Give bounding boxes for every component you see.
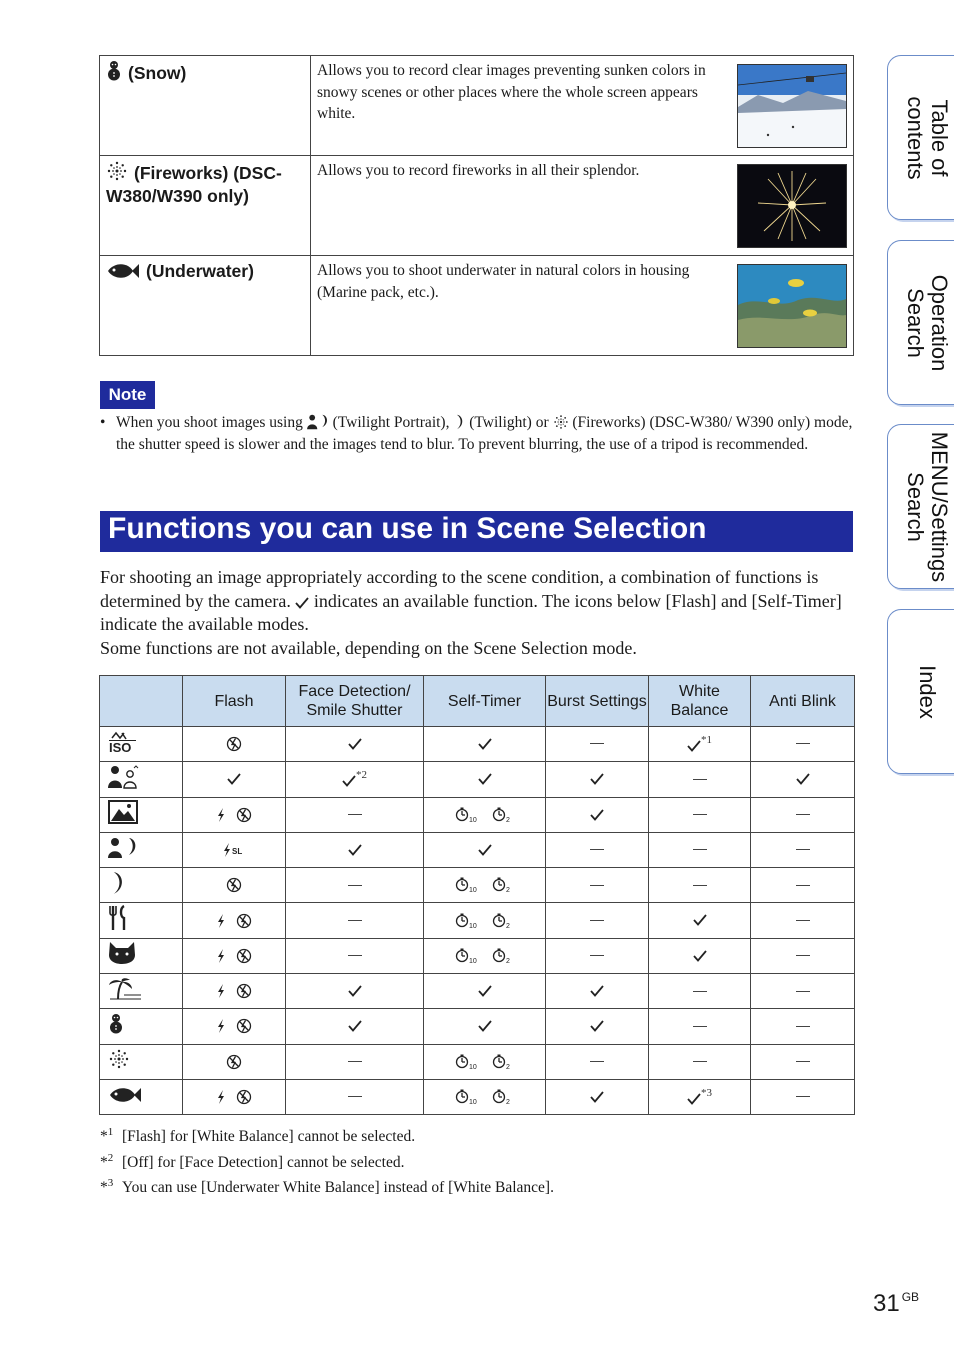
table-cell xyxy=(183,974,286,1009)
dash xyxy=(796,920,810,921)
twilight-icon xyxy=(453,414,465,430)
flash-on-icon xyxy=(216,807,226,823)
table-cell xyxy=(183,832,286,867)
table-row xyxy=(100,868,855,903)
table-header: White Balance xyxy=(649,676,751,727)
svg-text:2: 2 xyxy=(505,957,510,964)
footnote: *$^1$ [Flash] for [White Balance] cannot be selected. xyxy=(100,1126,416,1146)
table-cell xyxy=(424,903,546,938)
self-timer-2-icon xyxy=(492,1054,514,1070)
table-cell xyxy=(286,868,424,903)
beach-icon xyxy=(100,974,183,1009)
self-timer-10-icon xyxy=(455,948,481,964)
table-cell xyxy=(649,1044,751,1079)
scene-name: (Underwater) xyxy=(146,261,254,281)
fish-icon xyxy=(100,1079,183,1114)
flash-on-icon xyxy=(216,983,226,999)
scene-table xyxy=(99,55,854,356)
flash-off-icon xyxy=(236,807,252,823)
snowman-icon xyxy=(100,1009,183,1044)
table-cell xyxy=(649,797,751,832)
svg-text:10: 10 xyxy=(469,922,478,929)
table-header: Flash xyxy=(183,676,286,727)
dash xyxy=(348,1096,362,1097)
dash xyxy=(693,991,707,992)
table-cell xyxy=(546,727,649,762)
check-icon xyxy=(348,844,362,856)
table-row xyxy=(100,1079,855,1114)
tab-table-of-contents[interactable]: Table of contents xyxy=(887,55,954,220)
twilight-portrait-icon xyxy=(100,832,183,867)
table-header-row xyxy=(100,676,855,727)
check-icon xyxy=(348,1020,362,1032)
dash xyxy=(348,1061,362,1062)
self-timer-2-icon xyxy=(492,877,514,893)
tab-operation-search[interactable]: Operation Search xyxy=(887,240,954,405)
self-timer-10-icon xyxy=(455,1089,481,1105)
intro-paragraph: For shooting an image appropriately according to the scene condition, a combination of functions is determined by the camera. indicates an available function. The icons below [Flash] and [Self-Timer] indicate the available modes. Some functions are not available, depending on the Scene Selection mode. xyxy=(100,567,842,658)
flash-off-icon xyxy=(236,913,252,929)
flash-on-icon xyxy=(216,1089,226,1105)
table-row xyxy=(100,832,855,867)
dash xyxy=(796,885,810,886)
table-cell xyxy=(649,974,751,1009)
self-timer-10-icon xyxy=(455,913,481,929)
table-cell xyxy=(183,868,286,903)
check-icon xyxy=(478,985,492,997)
table-cell xyxy=(649,1009,751,1044)
twilight-portrait-icon xyxy=(307,414,329,430)
dash xyxy=(693,779,707,780)
footnotes xyxy=(100,1122,554,1199)
check-icon xyxy=(478,738,492,750)
table-cell xyxy=(424,1079,546,1114)
high-sensitivity-iso-icon xyxy=(100,727,183,762)
table-cell xyxy=(286,938,424,973)
table-cell xyxy=(751,1079,855,1114)
table-cell xyxy=(751,727,855,762)
check-icon xyxy=(348,985,362,997)
dash xyxy=(348,885,362,886)
flash-off-icon xyxy=(236,1089,252,1105)
fireworks-icon xyxy=(553,414,569,430)
table-cell xyxy=(649,832,751,867)
table-cell xyxy=(751,797,855,832)
table-cell xyxy=(751,868,855,903)
fireworks-icon xyxy=(106,160,128,182)
page-number: 31 $^{GB}$ xyxy=(873,1290,920,1317)
table-cell: *2 xyxy=(286,762,424,797)
table-row xyxy=(100,903,855,938)
table-cell xyxy=(424,762,546,797)
table-cell xyxy=(649,903,751,938)
scene-row-fireworks xyxy=(100,156,854,256)
dash xyxy=(590,743,604,744)
fish-icon xyxy=(106,262,140,280)
table-cell xyxy=(751,903,855,938)
table-cell xyxy=(183,1044,286,1079)
scene-name: (Snow) xyxy=(128,63,187,83)
snow-photo xyxy=(737,64,847,148)
dash xyxy=(796,955,810,956)
check-icon xyxy=(348,738,362,750)
fireworks-icon xyxy=(100,1044,183,1079)
svg-text:10: 10 xyxy=(469,887,478,894)
table-cell xyxy=(286,1044,424,1079)
check-icon xyxy=(478,844,492,856)
table-cell xyxy=(286,903,424,938)
table-cell xyxy=(424,1009,546,1044)
check-icon xyxy=(590,809,604,821)
dash xyxy=(693,1026,707,1027)
bullet: • xyxy=(100,414,106,431)
table-cell xyxy=(183,797,286,832)
flash-off-icon xyxy=(236,1018,252,1034)
self-timer-10-icon xyxy=(455,1054,481,1070)
svg-text:2: 2 xyxy=(505,1063,510,1070)
check-icon xyxy=(590,1091,604,1103)
table-cell xyxy=(546,1009,649,1044)
check-icon xyxy=(295,596,309,610)
table-cell xyxy=(286,727,424,762)
flash-off-icon xyxy=(236,983,252,999)
dash xyxy=(590,920,604,921)
svg-text:10: 10 xyxy=(469,957,478,964)
dash xyxy=(348,814,362,815)
dash xyxy=(796,1061,810,1062)
table-cell xyxy=(546,832,649,867)
table-header-empty xyxy=(100,676,183,727)
dash xyxy=(590,885,604,886)
dash xyxy=(693,849,707,850)
table-cell xyxy=(183,727,286,762)
table-row xyxy=(100,974,855,1009)
table-cell xyxy=(183,938,286,973)
flash-on-icon xyxy=(216,913,226,929)
underwater-photo xyxy=(737,264,847,348)
table-cell xyxy=(649,762,751,797)
check-icon xyxy=(478,1020,492,1032)
self-timer-2-icon xyxy=(492,1089,514,1105)
table-cell xyxy=(183,1009,286,1044)
note-badge: Note xyxy=(100,381,155,409)
table-row xyxy=(100,797,855,832)
check-icon xyxy=(687,1093,701,1105)
flash-off-icon xyxy=(226,877,242,893)
dash xyxy=(796,814,810,815)
table-cell xyxy=(286,1009,424,1044)
fireworks-photo xyxy=(737,164,847,248)
table-cell xyxy=(286,832,424,867)
table-cell xyxy=(424,974,546,1009)
tab-menu-settings-search[interactable]: MENU/Settings Search xyxy=(887,424,954,589)
functions-table xyxy=(99,675,855,1115)
snowman-icon xyxy=(106,60,122,82)
svg-text:10: 10 xyxy=(469,1099,478,1105)
table-row xyxy=(100,1009,855,1044)
scene-name: (Fireworks) (DSC-W380/W390 only) xyxy=(106,163,282,206)
dash xyxy=(590,1061,604,1062)
check-icon xyxy=(687,740,701,752)
dash xyxy=(796,1026,810,1027)
table-cell: *3 xyxy=(649,1079,751,1114)
note-text: • When you shoot images using (Twilight Portrait), (Twilight) or (Fireworks) (DSC-W380/ W390 only) mode, the shutter speed is slower and the images tend to blur. To prevent blurring, the use of a tripod is recommended. xyxy=(100,414,853,453)
check-icon xyxy=(693,950,707,962)
table-cell xyxy=(286,797,424,832)
footnote: *$^3$ You can use [Underwater White Balance] instead of [White Balance]. xyxy=(100,1177,554,1197)
check-icon xyxy=(693,914,707,926)
check-icon xyxy=(342,775,356,787)
soft-snap-icon xyxy=(100,762,183,797)
dash xyxy=(796,849,810,850)
table-cell xyxy=(751,1009,855,1044)
scene-description: Allows you to shoot underwater in natural colors in housing (Marine pack, etc.). xyxy=(317,262,690,301)
table-cell: *1 xyxy=(649,727,751,762)
table-cell xyxy=(546,1079,649,1114)
flash-on-icon xyxy=(216,1018,226,1034)
scene-row-underwater xyxy=(100,256,854,356)
pet-icon xyxy=(100,938,183,973)
flash-on-icon xyxy=(216,948,226,964)
table-cell xyxy=(546,903,649,938)
dash xyxy=(348,920,362,921)
svg-text:2: 2 xyxy=(505,922,510,929)
table-cell xyxy=(751,974,855,1009)
scene-description: Allows you to record fireworks in all their splendor. xyxy=(317,162,640,179)
check-icon xyxy=(227,773,241,785)
table-header: Self-Timer xyxy=(424,676,546,727)
tab-index[interactable]: Index xyxy=(887,609,954,774)
slow-sync-icon xyxy=(222,842,246,858)
self-timer-10-icon xyxy=(455,877,481,893)
self-timer-2-icon xyxy=(492,913,514,929)
table-row xyxy=(100,1044,855,1079)
svg-text:ISO: ISO xyxy=(109,739,132,753)
table-cell xyxy=(751,1044,855,1079)
check-icon xyxy=(478,773,492,785)
table-cell xyxy=(546,1044,649,1079)
table-cell xyxy=(649,938,751,973)
table-cell xyxy=(751,832,855,867)
dash xyxy=(693,1061,707,1062)
twilight-icon xyxy=(100,868,183,903)
table-header: Burst Settings xyxy=(546,676,649,727)
svg-text:10: 10 xyxy=(469,1063,478,1070)
dash xyxy=(693,814,707,815)
table-cell xyxy=(183,762,286,797)
table-cell xyxy=(424,797,546,832)
svg-text:2: 2 xyxy=(505,816,510,823)
table-cell xyxy=(546,762,649,797)
table-row xyxy=(100,938,855,973)
check-icon xyxy=(590,985,604,997)
section-heading: Functions you can use in Scene Selection xyxy=(100,511,853,552)
table-cell xyxy=(546,938,649,973)
dash xyxy=(590,849,604,850)
table-cell xyxy=(649,868,751,903)
table-cell xyxy=(183,1079,286,1114)
check-icon xyxy=(590,773,604,785)
table-cell xyxy=(546,797,649,832)
table-row xyxy=(100,762,855,797)
table-cell xyxy=(286,1079,424,1114)
dash xyxy=(693,885,707,886)
self-timer-2-icon xyxy=(492,807,514,823)
table-cell xyxy=(286,974,424,1009)
self-timer-2-icon xyxy=(492,948,514,964)
table-header: Face Detection/ Smile Shutter xyxy=(286,676,424,727)
scene-description: Allows you to record clear images preventing sunken colors in snowy scenes or other places where the whole screen appears white. xyxy=(317,62,706,122)
table-cell xyxy=(424,832,546,867)
landscape-icon xyxy=(100,797,183,832)
table-cell xyxy=(424,727,546,762)
table-cell xyxy=(751,762,855,797)
table-cell xyxy=(183,903,286,938)
scene-row-snow xyxy=(100,56,854,156)
dash xyxy=(590,955,604,956)
dash xyxy=(796,743,810,744)
svg-text:10: 10 xyxy=(469,816,478,823)
svg-text:SL: SL xyxy=(232,846,243,856)
svg-text:2: 2 xyxy=(505,887,510,894)
table-cell xyxy=(546,974,649,1009)
dash xyxy=(348,955,362,956)
table-cell xyxy=(424,868,546,903)
table-cell xyxy=(424,1044,546,1079)
flash-off-icon xyxy=(236,948,252,964)
table-header: Anti Blink xyxy=(751,676,855,727)
table-row xyxy=(100,727,855,762)
table-cell xyxy=(424,938,546,973)
check-icon xyxy=(590,1020,604,1032)
flash-off-icon xyxy=(226,1054,242,1070)
dash xyxy=(796,1096,810,1097)
gourmet-icon xyxy=(100,903,183,938)
flash-off-icon xyxy=(226,736,242,752)
table-cell xyxy=(546,868,649,903)
self-timer-10-icon xyxy=(455,807,481,823)
footnote: *$^2$ [Off] for [Face Detection] cannot be selected. xyxy=(100,1151,405,1171)
table-cell xyxy=(751,938,855,973)
dash xyxy=(796,991,810,992)
svg-text:2: 2 xyxy=(505,1099,510,1105)
check-icon xyxy=(796,773,810,785)
